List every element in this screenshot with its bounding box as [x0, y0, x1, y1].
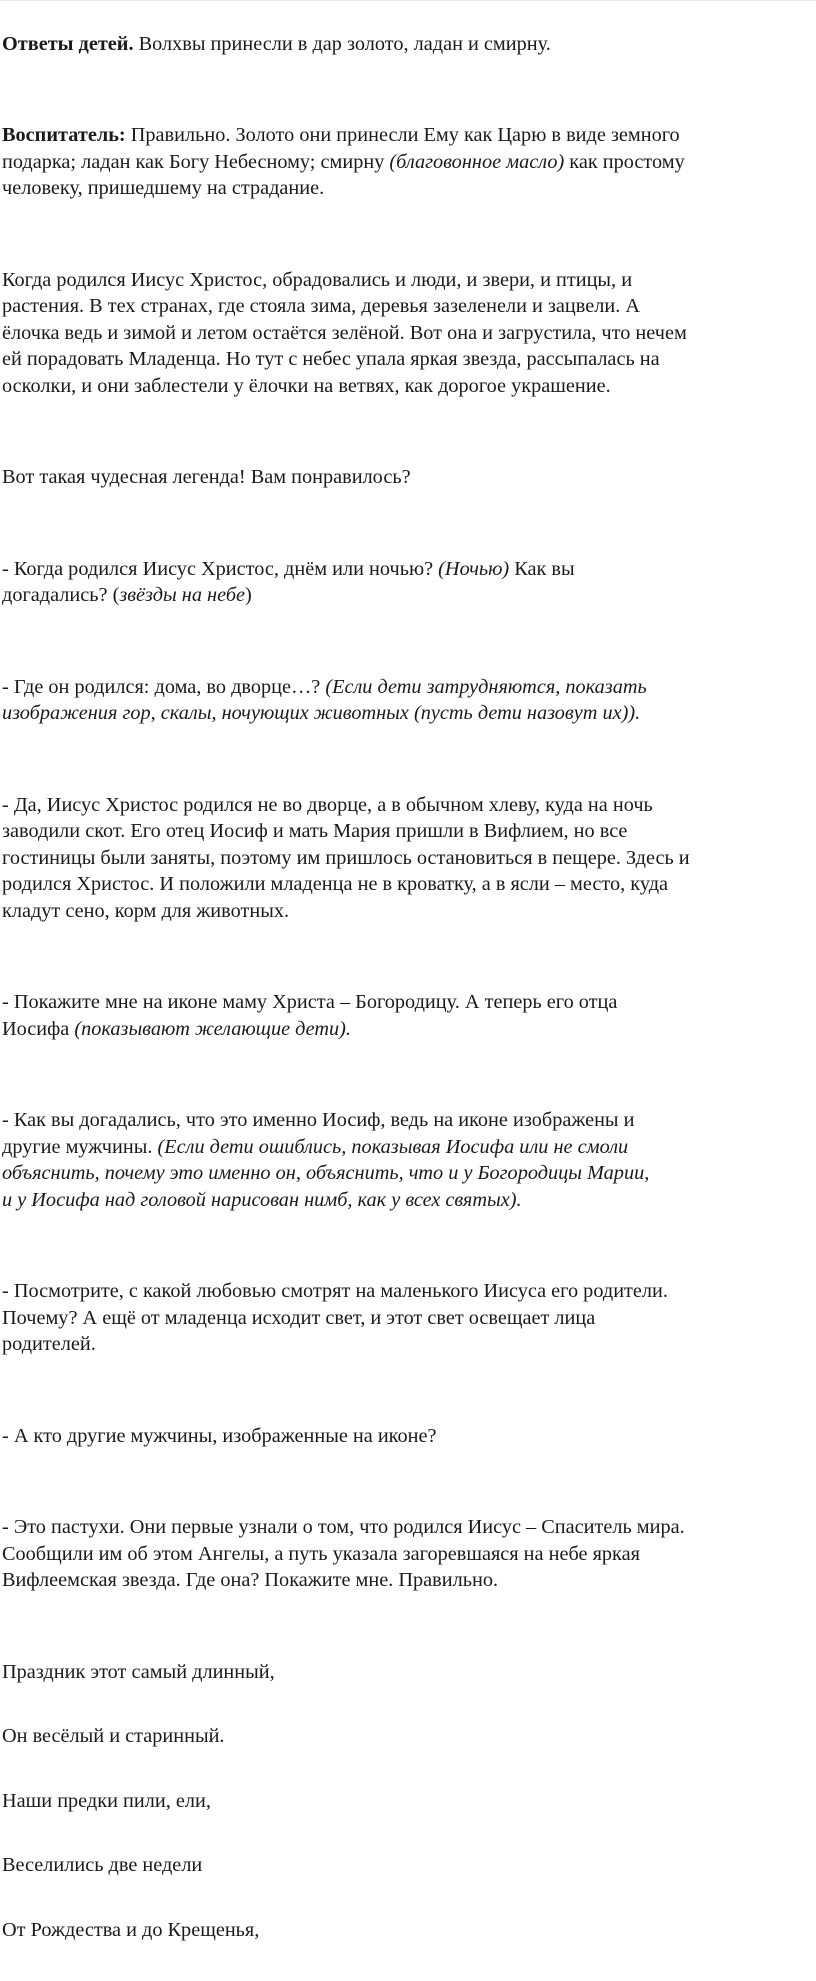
speaker-label: Воспитатель:	[2, 124, 126, 146]
paragraph-children-answer	[2, 31, 814, 58]
paragraph-text: Когда родился Иисус Христос, обрадовались и люди, и звери, и птицы, и растения. В тех странах, где стояла зима, деревья зазеленели и зацвели. А ёлочка ведь и зимой и летом остаётся зелёной. Вот она и загрустила, что нечем ей порадовать Младенца. Но тут с небес упала яркая звезда, рассыпалась на осколки, и они заблестели у ёлочки на ветвях, как дорогое украшение.	[2, 268, 687, 397]
paragraph-text: )	[245, 584, 252, 606]
paragraph-text: - Это пастухи. Они первые узнали о том, что родился Иисус – Спаситель мира. Сообщили им об этом Ангелы, а путь указала загоревшаяся на небе яркая Вифлеемская звезда. Где она? Покажите мне. Правильно.	[2, 1516, 685, 1591]
paragraph-text: Правильно. Золото они принесли Ему как Царю в виде земного подарка; ладан как Богу Небесному; смирну	[2, 124, 680, 173]
paragraph-legend	[2, 267, 814, 400]
paragraph-text: - Как вы догадались, что это именно Иосиф, ведь на иконе изображены и другие мужчины.	[2, 1109, 635, 1158]
verse-line: Веселились две недели	[2, 1854, 203, 1876]
italic-note: (Если дети затрудняются, показать изображения гор, скалы, ночующих животных (пусть дети назовут их)).	[2, 675, 647, 724]
paragraph-question	[2, 464, 814, 491]
paragraph-text: Волхвы принесли в дар золото, ладан и смирну.	[133, 32, 551, 55]
paragraph-day-or-night	[2, 556, 814, 609]
paragraph-text: - Да, Иисус Христос родился не во дворце, а в обычном хлеву, куда на ночь заводили скот. Его отец Иосиф и мать Мария пришли в Вифлием, но все гостиницы были заняты, поэтому им пришлось остановиться в пещере. Здесь и родился Христос. И положили младенца не в кроватку, а в ясли – место, куда кладут сено, корм для животных.	[2, 793, 690, 922]
paragraph-text: - Где он родился: дома, во дворце…?	[2, 675, 326, 698]
paragraph-where-born	[2, 674, 814, 727]
verse-line: Наши предки пили, ели,	[2, 1789, 211, 1812]
paragraph-text: как простому человеку, пришедшему на страдание.	[2, 150, 685, 199]
paragraph-teacher	[2, 122, 814, 202]
paragraph-text: - Покажите мне на иконе маму Христа – Богородицу. А теперь его отца Иосифа	[2, 991, 618, 1040]
paragraph-shepherds	[2, 1514, 814, 1594]
paragraph-joseph	[2, 1107, 814, 1213]
paragraph-text: Как вы догадались? (	[2, 557, 575, 606]
italic-note: (показывают желающие дети).	[74, 1017, 352, 1040]
paragraph-parents	[2, 1278, 814, 1358]
paragraph-icon-mother	[2, 989, 814, 1042]
verse-line: Он весёлый и старинный.	[2, 1725, 225, 1747]
paragraph-text: - Когда родился Иисус Христос, днём или ночью?	[2, 557, 439, 580]
italic-note: звёзды на небе	[119, 584, 246, 606]
verse-line: Праздник этот самый длинный,	[2, 1660, 275, 1683]
verse-line: От Рождества и до Крещенья,	[2, 1918, 260, 1941]
speaker-label: Ответы детей.	[2, 32, 134, 55]
paragraph-text: - А кто другие мужчины, изображенные на иконе?	[2, 1424, 437, 1447]
top-border	[0, 0, 816, 1]
italic-note: (Если дети ошиблись, показывая Иосифа или не смоли объяснить, почему это именно он, объяснить, что и у Богородицы Марии, и у Иосифа над головой нарисован нимб, как у всех святых).	[2, 1135, 650, 1211]
paragraph-other-men	[2, 1423, 814, 1450]
italic-note: (благовонное масло)	[389, 150, 565, 173]
italic-note: (Ночью)	[438, 557, 510, 580]
paragraph-text: Вот такая чудесная легенда! Вам понравилось?	[2, 466, 411, 488]
paragraph-stable	[2, 792, 814, 925]
paragraph-text: - Посмотрите, с какой любовью смотрят на маленького Иисуса его родители. Почему? А ещё от младенца исходит свет, и этот свет освещает лица родителей.	[2, 1280, 668, 1355]
document-page	[2, 4, 814, 1981]
